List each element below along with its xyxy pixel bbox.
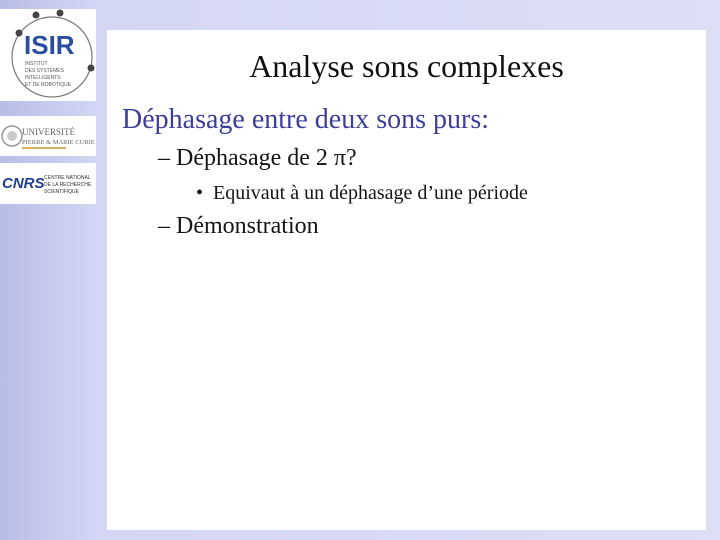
upmc-logo-graphic — [0, 116, 96, 156]
cnrs-logo — [0, 163, 96, 204]
list-item-text: Démonstration — [176, 213, 319, 239]
isir-logo-graphic — [0, 9, 96, 101]
isir-logo — [0, 9, 96, 101]
upmc-logo — [0, 116, 96, 156]
slide-heading: Déphasage entre deux sons purs: — [122, 104, 490, 135]
cnrs-logo-name: CNRS — [2, 175, 45, 192]
upmc-logo-line1: PIERRE & MARIE CURIE — [22, 139, 95, 146]
bullet-marker: • — [196, 182, 204, 204]
isir-logo-line4: ET DE ROBOTIQUE — [25, 82, 72, 88]
cnrs-logo-line3: SCIENTIFIQUE — [44, 189, 80, 195]
isir-logo-line1: INSTITUT — [25, 61, 48, 67]
dash-marker: – — [158, 213, 170, 239]
sub-list-item — [196, 182, 528, 205]
cnrs-logo-graphic — [0, 163, 96, 204]
cnrs-logo-line2: DE LA RECHERCHE — [44, 182, 92, 188]
upmc-logo-name: UNIVERSITÉ — [22, 127, 75, 137]
isir-logo-name: ISIR — [24, 30, 75, 60]
dash-marker: – — [158, 145, 170, 171]
cnrs-logo-line1: CENTRE NATIONAL — [44, 175, 91, 181]
list-item-text: Déphasage de 2 π? — [176, 145, 357, 171]
slide-title: Analyse sons complexes — [249, 48, 564, 84]
isir-logo-line2: DES SYSTÈMES — [25, 68, 64, 74]
list-item — [158, 213, 319, 240]
sub-list-item-text: Equivaut à un déphasage d’une période — [213, 182, 528, 204]
list-item — [158, 145, 357, 172]
isir-logo-line3: INTELLIGENTS — [25, 75, 61, 81]
